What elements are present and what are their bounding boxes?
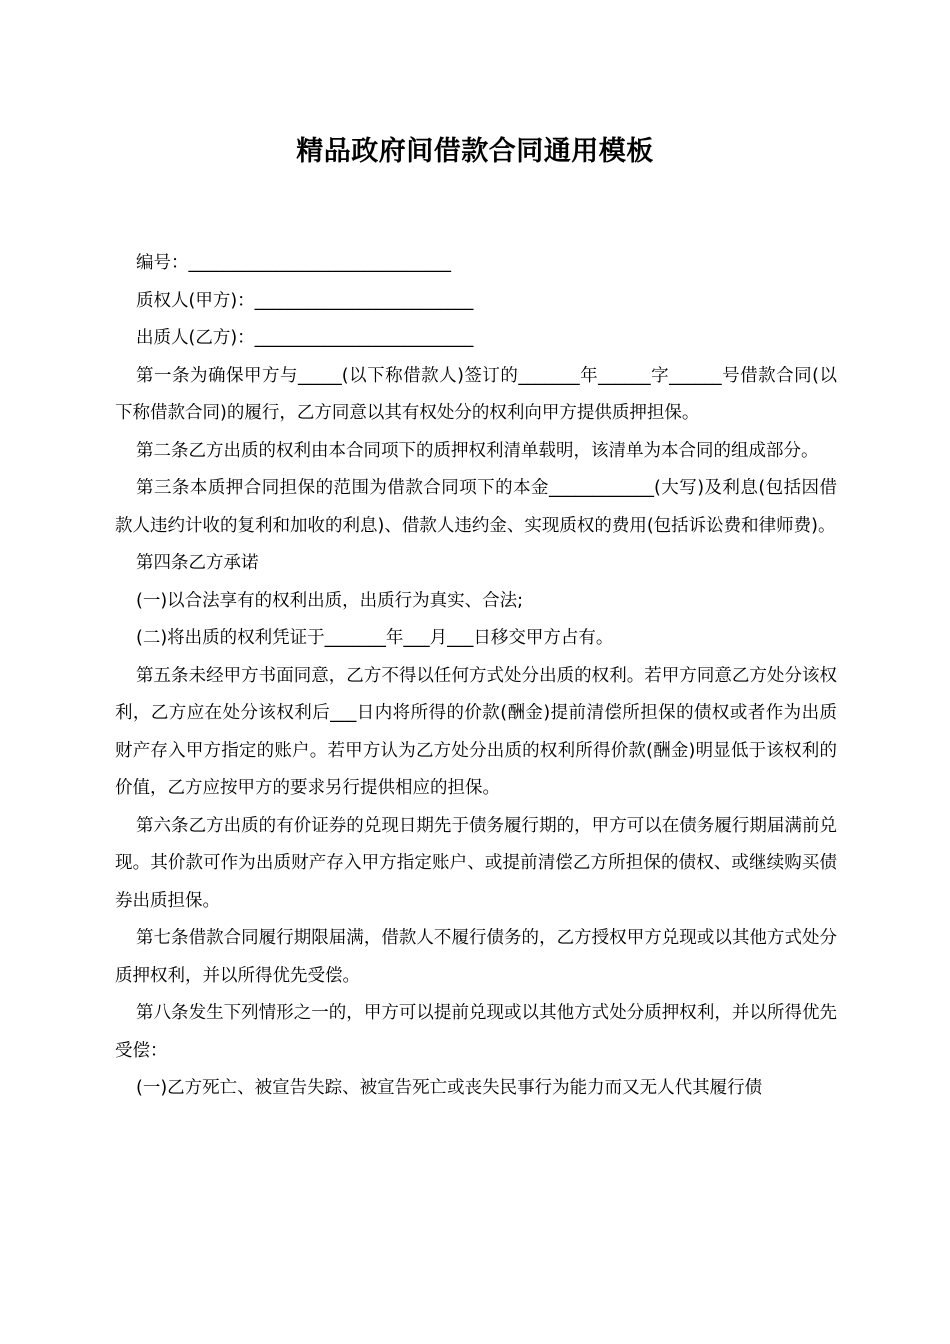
article-3: 第三条本质押合同担保的范围为借款合同项下的本金____________(大写)及利息(包括因借款人违约计收的复利和加收的利息)、借款人违约金、实现质权的费用(包括诉讼费和律师费)。 bbox=[115, 478, 837, 536]
article-4-item-2: (二)将出质的权利凭证于_______年___月___日移交甲方占有。 bbox=[136, 628, 614, 648]
article-4-item-1: (一)以合法享有的权利出质，出质行为真实、合法; bbox=[136, 590, 524, 611]
pledgee-line: 质权人(甲方)：_________________________ bbox=[136, 290, 474, 311]
article-6: 第六条乙方出质的有价证券的兑现日期先于债务履行期的，甲方可以在债务履行期届满前兑现。其价款可作为出质财产存入甲方指定账户、或提前清偿乙方所担保的债权、或继续购买债券出质担保。 bbox=[115, 815, 837, 911]
document-title: 精品政府间借款合同通用模板 bbox=[296, 136, 654, 167]
article-8-item-1: (一)乙方死亡、被宣告失踪、被宣告死亡或丧失民事行为能力而又无人代其履行债 bbox=[136, 1078, 763, 1098]
article-2: 第二条乙方出质的权利由本合同项下的质押权利清单载明，该清单为本合同的组成部分。 bbox=[136, 440, 819, 461]
article-4-heading: 第四条乙方承诺 bbox=[136, 553, 259, 573]
contract-number-line: 编号：______________________________ bbox=[136, 253, 451, 273]
pledgor-line: 出质人(乙方)：_________________________ bbox=[136, 328, 474, 348]
article-8: 第八条发生下列情形之一的，甲方可以提前兑现或以其他方式处分质押权利，并以所得优先受偿： bbox=[115, 1003, 837, 1061]
article-1: 第一条为确保甲方与_____(以下称借款人)签订的_______年______字______号借款合同(以下称借款合同)的履行，乙方同意以其有权处分的权利向甲方提供质押担保。 bbox=[115, 365, 837, 423]
article-7: 第七条借款合同履行期限届满，借款人不履行债务的，乙方授权甲方兑现或以其他方式处分质押权利，并以所得优先受偿。 bbox=[115, 928, 837, 986]
article-5: 第五条未经甲方书面同意，乙方不得以任何方式处分出质的权利。若甲方同意乙方处分该权利，乙方应在处分该权利后___日内将所得的价款(酬金)提前清偿所担保的债权或者作为出质财产存入甲方指定的账户。若甲方认为乙方处分出质的权利所得价款(酬金)明显低于该权利的价值，乙方应按甲方的要求另行提供相应的担保。 bbox=[115, 665, 837, 798]
document-body bbox=[115, 245, 837, 1108]
